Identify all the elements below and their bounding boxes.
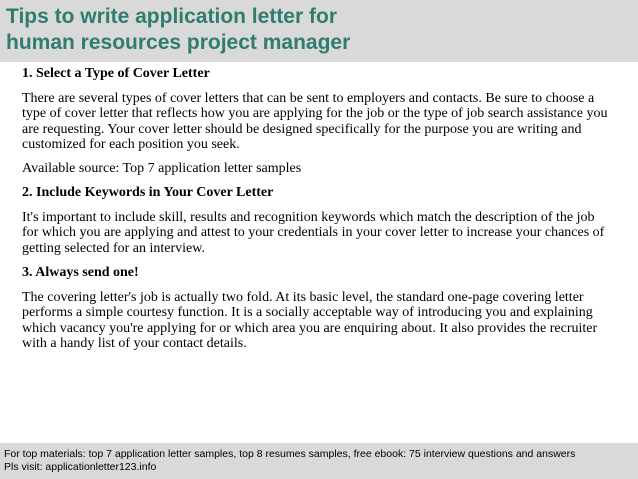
title-line-1: Tips to write application letter for	[6, 5, 337, 28]
title-bar	[0, 0, 638, 62]
section-paragraph: There are several types of cover letters that can be sent to employers and contacts. Be sure to choose a type of cover letter that reflects how you are applying for the job or the type of job search assistance you are requesting. Your cover letter should be designed specifically for the purpose you are writing and customized for each position you seek.	[22, 90, 608, 152]
content-body	[22, 66, 614, 352]
section-paragraph: It's important to include skill, results and recognition keywords which match the description of the job for which you are applying and attest to your credentials in your cover letter to increase your chances of getting selected for an interview.	[22, 209, 605, 256]
footer-bar	[0, 443, 638, 479]
footer-line-2: Pls visit: applicationletter123.info	[4, 461, 157, 473]
footer-line-1: For top materials: top 7 application letter samples, top 8 resumes samples, free ebook: 75 interview questions and answers	[4, 448, 576, 460]
section-heading: 2. Include Keywords in Your Cover Letter	[22, 185, 274, 200]
section-paragraph: The covering letter's job is actually two fold. At its basic level, the standard one-page covering letter performs a simple courtesy function. It is a socially acceptable way of introducing you and explaining which vacancy you're applying for or which area you are enquiring about. It also provides the recruiter with a handy list of your contact details.	[22, 289, 598, 351]
section-paragraph: Available source: Top 7 application letter samples	[22, 160, 302, 176]
section-heading: 1. Select a Type of Cover Letter	[22, 66, 210, 81]
title-line-2: human resources project manager	[6, 31, 351, 54]
section-heading: 3. Always send one!	[22, 265, 139, 280]
page-title	[6, 4, 626, 56]
